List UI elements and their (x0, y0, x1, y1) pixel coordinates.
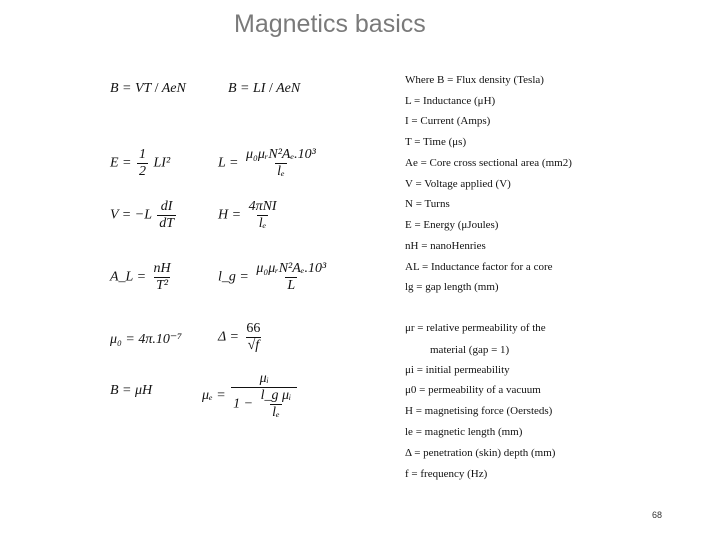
legend-row: I = Current (Amps) (405, 115, 491, 127)
li-numerator: LI (253, 81, 266, 96)
mu-zero-equation: μ₀ = 4π.10⁻⁷ (110, 332, 183, 347)
legend-row: N = Turns (405, 198, 450, 210)
b-mu-h-equation: B = μH (110, 383, 153, 398)
flux-density-vt-equation: B = VT / AeN (110, 81, 186, 96)
legend-row: Δ = penetration (skin) depth (mm) (405, 447, 556, 459)
legend-row: L = Inductance (μH) (405, 95, 496, 107)
page-number: 68 (652, 510, 663, 520)
legend-row: AL = Inductance factor for a core (405, 261, 553, 273)
legend-row: lg = gap length (mm) (405, 281, 499, 293)
legend-row: Where B = Flux density (Tesla) (405, 74, 544, 86)
legend-row: μi = initial permeability (405, 364, 510, 376)
al-factor-equation: A_L = $\frac{nH}{\text{T²}}$ (110, 261, 171, 293)
aen-denominator: AeN (276, 81, 301, 96)
inductance-equation: L = $\frac{\text{μ₀μᵣN²Aₑ.10³}}{\text{lₑ}}$ (218, 147, 316, 179)
legend-row: H = magnetising force (Oersteds) (405, 405, 553, 417)
slide-title: Magnetics basics (234, 10, 426, 38)
flux-density-li-equation: B = LI / AeN (228, 81, 301, 96)
legend-row: material (gap = 1) (430, 344, 510, 356)
voltage-equation: V = −L $\frac{dI}{dT}$ (110, 199, 175, 231)
legend-row: V = Voltage applied (V) (405, 178, 511, 190)
magnetising-force-equation: H = $\frac{\text{4πNI}}{\text{lₑ}}$ (218, 199, 277, 231)
legend-row: nH = nanoHenries (405, 240, 486, 252)
legend-row: μr = relative permeability of the (405, 322, 546, 334)
gap-length-equation: l_g = $\frac{\text{μ₀μᵣN²Aₑ.10³}}{L}$ (218, 261, 327, 293)
legend-row: T = Time (μs) (405, 136, 467, 148)
vt-numerator: VT (135, 81, 152, 96)
legend-row: Ae = Core cross sectional area (mm2) (405, 157, 572, 169)
energy-equation: E = $\frac{1}{2}$ LI² (110, 147, 171, 179)
effective-permeability-equation: μₑ = μᵢ 1 − $\frac{\text{l\_g μᵢ}}{\text{lₑ}}$ (202, 372, 299, 420)
legend-row: le = magnetic length (mm) (405, 426, 523, 438)
legend-row: f = frequency (Hz) (405, 468, 488, 480)
legend-row: E = Energy (μJoules) (405, 219, 499, 231)
legend-row: μ0 = permeability of a vacuum (405, 384, 541, 396)
skin-depth-equation: Δ = $\frac{66}{√f}$ (218, 321, 261, 353)
aen-denominator: AeN (161, 81, 186, 96)
